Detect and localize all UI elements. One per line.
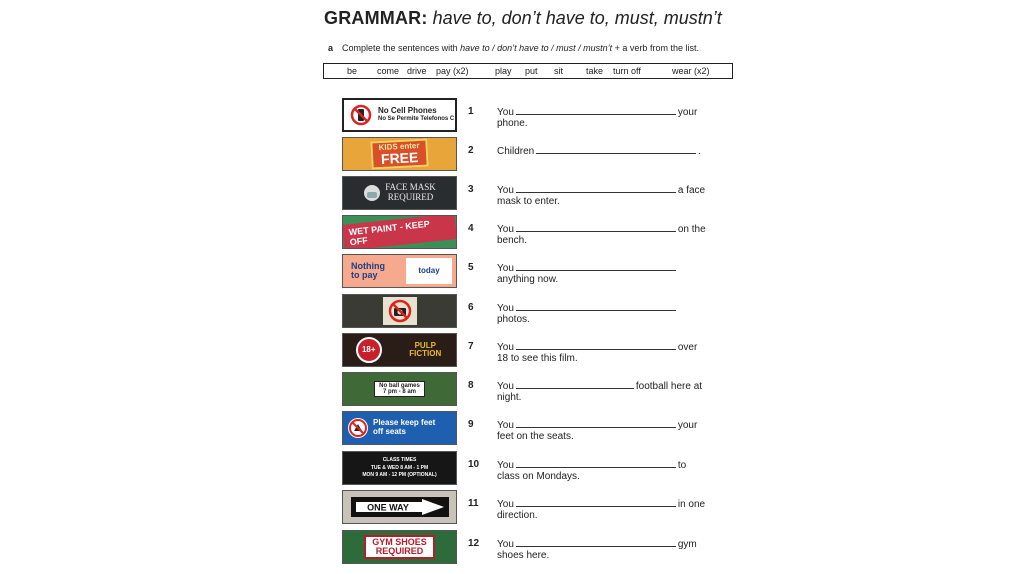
item-number: 1 [468,106,474,117]
no-camera-icon [388,299,412,323]
answer-blank[interactable] [536,145,696,154]
word-item: sit [554,66,563,76]
exercise-row-3 [0,176,1024,212]
sign-text: No ball games [379,383,420,389]
exercise-row-5 [0,254,1024,290]
sentence [497,184,727,207]
sentence-end: . [698,146,702,157]
sign-text: KIDS enter [378,140,420,153]
instruction-post: + a verb from the list. [612,43,699,53]
item-number: 5 [468,262,474,273]
sign-text: TUE & WED 8 AM - 1 PM [370,465,429,471]
item-number: 12 [468,538,480,549]
sentence-start: You [497,303,514,314]
sentence [497,459,727,482]
one-way-arrow-sign [350,496,450,518]
exercise-row-1 [0,98,1024,134]
sign-text: 7 pm - 8 am [382,389,416,395]
sign-class-times-image [342,451,457,485]
no-phone-icon [350,104,372,126]
sentence-line2: feet on the seats. [497,431,574,442]
title-bold: GRAMMAR: [324,8,428,28]
sentence [497,498,727,521]
sentence-end: your [677,420,698,431]
exercise-row-4 [0,215,1024,251]
sentence-end: gym [677,539,697,550]
sentence-line2: 18 to see this film. [497,353,578,364]
sign-text: Please keep feet [373,418,436,428]
answer-blank[interactable] [516,498,676,507]
sentence [497,262,727,285]
sign-text: No Se Permite Telefonos C [378,116,455,123]
sign-keep-feet-off-image [342,411,457,445]
answer-blank[interactable] [516,302,676,311]
sentence-line2: shoes here. [497,550,550,561]
exercise-row-10 [0,451,1024,487]
sentence-start: You [497,224,514,235]
sentence-line2: photos. [497,314,530,325]
item-number: 2 [468,145,474,156]
word-item: come [377,66,400,76]
page-title [324,8,722,29]
item-number: 9 [468,419,474,430]
exercise-row-6 [0,294,1024,330]
answer-blank[interactable] [516,538,676,547]
sign-text: FACE MASK [385,182,436,193]
item-number: 6 [468,302,474,313]
word-item: turn off [613,66,641,76]
item-number: 11 [468,498,479,509]
sign-nothing-to-pay-image [342,254,457,288]
sentence-line2: direction. [497,510,538,521]
sentence-end: to [677,460,687,471]
sign-text: REQUIRED [387,192,434,202]
answer-blank[interactable] [516,419,676,428]
sign-text: 18+ [361,345,376,354]
sign-text: REQUIRED [375,546,424,556]
exercise-row-2 [0,137,1024,173]
sentence-start: You [497,420,514,431]
no-feet-icon [347,417,369,439]
sentence [497,419,727,442]
sentence-start: You [497,499,514,510]
word-item: put [525,66,538,76]
title-italic: have to, don’t have to, must, mustn’t [432,8,722,28]
answer-blank[interactable] [516,459,676,468]
sign-text: FREE [380,149,419,167]
exercise-row-12 [0,530,1024,566]
item-number: 8 [468,380,474,391]
sentence [497,380,727,403]
answer-blank[interactable] [516,380,634,389]
sentence-start: You [497,381,514,392]
sign-text: GYM SHOES [372,537,427,547]
sign-gym-shoes-image [342,530,457,564]
sign-text: MON 9 AM - 12 PM (OPTIONAL) [362,472,437,478]
sentence-line2: class on Mondays. [497,471,580,482]
sentence-start: You [497,263,514,274]
answer-blank[interactable] [516,184,676,193]
word-item: wear (x2) [672,66,710,76]
sign-no-ball-games-image [342,372,457,406]
sign-text: ONE WAY [366,502,409,513]
item-number: 3 [468,184,474,195]
sign-no-phones-image [342,98,457,132]
sign-text: PULP FICTION [409,341,442,358]
sentence-line2: bench. [497,235,528,246]
instruction [328,43,699,53]
sign-kids-free-image [342,137,457,171]
sentence-start: You [497,460,514,471]
sign-text: off seats [373,427,406,436]
sentence-start: Children [497,146,535,157]
sign-face-mask-image [342,176,457,210]
sign-no-photos-image [342,294,457,328]
sentence [497,145,727,157]
sign-text: WET PAINT - KEEP OFF [342,215,457,249]
item-number: 7 [468,341,474,352]
sentence-line2: phone. [497,118,528,129]
sentence [497,223,727,246]
word-item: drive [407,66,427,76]
word-list-box [323,63,733,79]
sign-text: today [418,266,440,275]
sentence-start: You [497,107,514,118]
sentence [497,106,727,129]
sentence-start: You [497,185,514,196]
sign-text: CLASS TIMES [382,457,417,463]
sign-film-18-image [342,333,457,367]
sentence-end: in one [677,499,706,510]
sentence-end: your [677,107,698,118]
sentence [497,302,727,325]
word-item: be [347,66,358,76]
sentence-end: a face [677,185,706,196]
word-item: play [495,66,512,76]
instruction-letter: a [328,43,334,53]
face-mask-icon [363,184,381,202]
word-item: pay (x2) [436,66,469,76]
sentence-line2: mask to enter. [497,196,560,207]
sentence-end: on the [677,224,706,235]
answer-blank[interactable] [516,106,676,115]
sentence-line2: night. [497,392,522,403]
sentence-start: You [497,539,514,550]
answer-blank[interactable] [516,223,676,232]
exercise-row-8 [0,372,1024,408]
exercise-row-11 [0,490,1024,526]
sign-one-way-image [342,490,457,524]
sign-text: No Cell Phones [378,106,437,116]
exercise-row-7 [0,333,1024,369]
sentence-end: football here at [635,381,703,392]
sign-wet-paint-image [342,215,457,249]
item-number: 4 [468,223,474,234]
sentence-line2: anything now. [497,274,559,285]
sentence-end: over [677,342,698,353]
item-number: 10 [468,459,480,470]
word-item: take [586,66,604,76]
answer-blank[interactable] [516,262,676,271]
sentence-start: You [497,342,514,353]
exercise-row-9 [0,411,1024,447]
sentence [497,341,727,364]
instruction-pre: Complete the sentences with [342,43,461,53]
instruction-italic: have to / don’t have to / must / mustn’t [460,43,613,53]
sentence [497,538,727,561]
sign-text: Nothing to pay [351,261,385,280]
answer-blank[interactable] [516,341,676,350]
